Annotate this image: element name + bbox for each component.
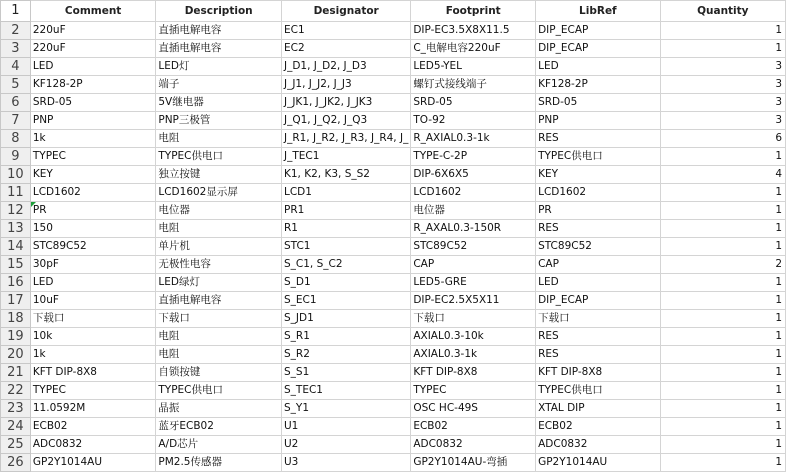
cell-footprint[interactable]: OSC HC-49S	[411, 400, 536, 418]
cell-comment[interactable]: 11.0592M	[30, 400, 156, 418]
table-row	[1, 166, 786, 184]
cell-libref[interactable]: DIP_ECAP	[536, 22, 661, 40]
cell-libref[interactable]: XTAL DIP	[536, 400, 661, 418]
cell-footprint[interactable]: TYPEC	[411, 382, 536, 400]
cell-libref[interactable]: LED	[536, 58, 661, 76]
cell-quantity[interactable]: 1	[660, 148, 785, 166]
cell-libref[interactable]: RES	[536, 130, 661, 148]
row-number[interactable]: 24	[1, 418, 31, 436]
row-number[interactable]: 13	[1, 220, 31, 238]
cell-comment[interactable]: LED	[30, 58, 156, 76]
cell-description[interactable]: 5V继电器	[156, 94, 282, 112]
cell-quantity[interactable]: 2	[660, 256, 785, 274]
cell-quantity[interactable]: 1	[660, 22, 785, 40]
cell-designator[interactable]: J_JK1, J_JK2, J_JK3	[281, 94, 410, 112]
cell-comment[interactable]: TYPEC	[30, 148, 156, 166]
row-number[interactable]: 7	[1, 112, 31, 130]
cell-designator[interactable]: PR1	[281, 202, 410, 220]
row-number[interactable]: 3	[1, 40, 31, 58]
cell-comment[interactable]: LED	[30, 274, 156, 292]
cell-designator[interactable]: S_EC1	[281, 292, 410, 310]
cell-libref[interactable]: LCD1602	[536, 184, 661, 202]
header-row	[1, 1, 786, 22]
cell-description[interactable]: LED绿灯	[156, 274, 282, 292]
row-number[interactable]: 18	[1, 310, 31, 328]
cell-comment[interactable]: PR	[30, 202, 156, 220]
cell-designator[interactable]: U3	[281, 454, 410, 472]
cell-quantity[interactable]: 1	[660, 220, 785, 238]
cell-libref[interactable]: RES	[536, 328, 661, 346]
cell-description[interactable]: 直插电解电容	[156, 292, 282, 310]
cell-description[interactable]: 自锁按键	[156, 364, 282, 382]
row-number[interactable]: 16	[1, 274, 31, 292]
cell-footprint[interactable]: LED5-YEL	[411, 58, 536, 76]
cell-comment[interactable]: 150	[30, 220, 156, 238]
cell-designator[interactable]: S_R2	[281, 346, 410, 364]
cell-description[interactable]: 电阻	[156, 130, 282, 148]
table-row	[1, 58, 786, 76]
row-number[interactable]: 2	[1, 22, 31, 40]
cell-quantity[interactable]: 1	[660, 184, 785, 202]
table-row	[1, 40, 786, 58]
cell-libref[interactable]: RES	[536, 220, 661, 238]
cell-description[interactable]: 电阻	[156, 346, 282, 364]
table-row	[1, 112, 786, 130]
cell-quantity[interactable]: 1	[660, 40, 785, 58]
cell-description[interactable]: LCD1602显示屏	[156, 184, 282, 202]
cell-description[interactable]: 电阻	[156, 220, 282, 238]
cell-libref[interactable]: ADC0832	[536, 436, 661, 454]
row-number[interactable]: 11	[1, 184, 31, 202]
row-number[interactable]: 20	[1, 346, 31, 364]
table-row	[1, 418, 786, 436]
cell-quantity[interactable]: 1	[660, 346, 785, 364]
cell-comment[interactable]: KFT DIP-8X8	[30, 364, 156, 382]
cell-comment[interactable]: 10k	[30, 328, 156, 346]
table-row	[1, 364, 786, 382]
cell-comment[interactable]: KEY	[30, 166, 156, 184]
header-comment[interactable]: Comment	[30, 1, 156, 22]
cell-footprint[interactable]: R_AXAL0.3-150R	[411, 220, 536, 238]
cell-quantity[interactable]: 4	[660, 166, 785, 184]
row-number[interactable]: 5	[1, 76, 31, 94]
cell-libref[interactable]: RES	[536, 346, 661, 364]
table-row	[1, 256, 786, 274]
cell-footprint[interactable]: AXIAL0.3-10k	[411, 328, 536, 346]
cell-description[interactable]: A/D芯片	[156, 436, 282, 454]
cell-libref[interactable]: DIP_ECAP	[536, 292, 661, 310]
cell-designator[interactable]: J_Q1, J_Q2, J_Q3	[281, 112, 410, 130]
cell-designator[interactable]: J_J1, J_J2, J_J3	[281, 76, 410, 94]
row-number[interactable]: 4	[1, 58, 31, 76]
cell-quantity[interactable]: 6	[660, 130, 785, 148]
cell-designator[interactable]: K1, K2, K3, S_S2	[281, 166, 410, 184]
cell-comment[interactable]: 1k	[30, 346, 156, 364]
row-number[interactable]: 12	[1, 202, 31, 220]
cell-quantity[interactable]: 1	[660, 364, 785, 382]
cell-footprint[interactable]: C_电解电容220uF	[411, 40, 536, 58]
cell-description[interactable]: 电阻	[156, 328, 282, 346]
cell-description[interactable]: 电位器	[156, 202, 282, 220]
cell-footprint[interactable]: CAP	[411, 256, 536, 274]
cell-description[interactable]: 无极性电容	[156, 256, 282, 274]
cell-libref[interactable]: SRD-05	[536, 94, 661, 112]
cell-description[interactable]: TYPEC供电口	[156, 148, 282, 166]
cell-footprint[interactable]: 螺钉式接线端子	[411, 76, 536, 94]
table-row	[1, 454, 786, 472]
cell-designator[interactable]: U2	[281, 436, 410, 454]
cell-designator[interactable]: J_TEC1	[281, 148, 410, 166]
row-number[interactable]: 22	[1, 382, 31, 400]
row-number[interactable]: 6	[1, 94, 31, 112]
cell-libref[interactable]: KEY	[536, 166, 661, 184]
cell-designator[interactable]: S_JD1	[281, 310, 410, 328]
cell-designator[interactable]: J_R1, J_R2, J_R3, J_R4, J_	[281, 130, 410, 148]
table-row	[1, 346, 786, 364]
row-number[interactable]: 8	[1, 130, 31, 148]
table-row	[1, 436, 786, 454]
cell-footprint[interactable]: STC89C52	[411, 238, 536, 256]
cell-footprint[interactable]: GP2Y1014AU-弯插	[411, 454, 536, 472]
row-number[interactable]: 1	[1, 1, 31, 22]
cell-quantity[interactable]: 3	[660, 58, 785, 76]
row-number[interactable]: 14	[1, 238, 31, 256]
cell-comment[interactable]: GP2Y1014AU	[30, 454, 156, 472]
table-row	[1, 310, 786, 328]
table-row	[1, 184, 786, 202]
cell-designator[interactable]: R1	[281, 220, 410, 238]
cell-footprint[interactable]: R_AXIAL0.3-1k	[411, 130, 536, 148]
cell-designator[interactable]: EC1	[281, 22, 410, 40]
row-number[interactable]: 15	[1, 256, 31, 274]
cell-quantity[interactable]: 1	[660, 202, 785, 220]
table-row	[1, 400, 786, 418]
cell-description[interactable]: 晶振	[156, 400, 282, 418]
cell-footprint[interactable]: SRD-05	[411, 94, 536, 112]
cell-comment[interactable]: SRD-05	[30, 94, 156, 112]
cell-libref[interactable]: PNP	[536, 112, 661, 130]
cell-designator[interactable]: S_D1	[281, 274, 410, 292]
row-number[interactable]: 26	[1, 454, 31, 472]
cell-quantity[interactable]: 1	[660, 274, 785, 292]
cell-designator[interactable]: S_C1, S_C2	[281, 256, 410, 274]
cell-description[interactable]: 单片机	[156, 238, 282, 256]
row-number[interactable]: 17	[1, 292, 31, 310]
cell-comment[interactable]: 1k	[30, 130, 156, 148]
cell-description[interactable]: PNP三极管	[156, 112, 282, 130]
table-row	[1, 148, 786, 166]
table-row	[1, 94, 786, 112]
cell-libref[interactable]: GP2Y1014AU	[536, 454, 661, 472]
cell-comment[interactable]: KF128-2P	[30, 76, 156, 94]
cell-comment[interactable]: 220uF	[30, 40, 156, 58]
cell-designator[interactable]: J_D1, J_D2, J_D3	[281, 58, 410, 76]
cell-footprint[interactable]: DIP-EC3.5X8X11.5	[411, 22, 536, 40]
cell-quantity[interactable]: 1	[660, 454, 785, 472]
cell-libref[interactable]: CAP	[536, 256, 661, 274]
cell-designator[interactable]: S_Y1	[281, 400, 410, 418]
row-number[interactable]: 9	[1, 148, 31, 166]
cell-quantity[interactable]: 3	[660, 112, 785, 130]
cell-quantity[interactable]: 1	[660, 310, 785, 328]
cell-description[interactable]: PM2.5传感器	[156, 454, 282, 472]
cell-libref[interactable]: LED	[536, 274, 661, 292]
cell-comment[interactable]: LCD1602	[30, 184, 156, 202]
cell-comment[interactable]: ADC0832	[30, 436, 156, 454]
row-number[interactable]: 10	[1, 166, 31, 184]
row-number[interactable]: 21	[1, 364, 31, 382]
cell-quantity[interactable]: 1	[660, 436, 785, 454]
cell-description[interactable]: 端子	[156, 76, 282, 94]
table-body	[1, 1, 786, 472]
cell-footprint[interactable]: KFT DIP-8X8	[411, 364, 536, 382]
table-row	[1, 274, 786, 292]
cell-footprint[interactable]: DIP-EC2.5X5X11	[411, 292, 536, 310]
cell-footprint[interactable]: LCD1602	[411, 184, 536, 202]
row-number[interactable]: 23	[1, 400, 31, 418]
cell-libref[interactable]: PR	[536, 202, 661, 220]
table-row	[1, 382, 786, 400]
cell-libref[interactable]: KF128-2P	[536, 76, 661, 94]
cell-libref[interactable]: DIP_ECAP	[536, 40, 661, 58]
table-row	[1, 22, 786, 40]
cell-description[interactable]: TYPEC供电口	[156, 382, 282, 400]
cell-footprint[interactable]: AXIAL0.3-1k	[411, 346, 536, 364]
cell-description[interactable]: 直插电解电容	[156, 22, 282, 40]
table-row	[1, 130, 786, 148]
cell-footprint[interactable]: TYPE-C-2P	[411, 148, 536, 166]
cell-libref[interactable]: 下载口	[536, 310, 661, 328]
header-description[interactable]: Description	[156, 1, 282, 22]
cell-libref[interactable]: ECB02	[536, 418, 661, 436]
cell-quantity[interactable]: 1	[660, 328, 785, 346]
cell-designator[interactable]: S_R1	[281, 328, 410, 346]
cell-description[interactable]: 蓝牙ECB02	[156, 418, 282, 436]
cell-comment[interactable]: 10uF	[30, 292, 156, 310]
cell-footprint[interactable]: 下载口	[411, 310, 536, 328]
header-libref[interactable]: LibRef	[536, 1, 661, 22]
cell-designator[interactable]: S_S1	[281, 364, 410, 382]
cell-description[interactable]: 直插电解电容	[156, 40, 282, 58]
header-designator[interactable]: Designator	[281, 1, 410, 22]
table-row	[1, 202, 786, 220]
cell-quantity[interactable]: 1	[660, 418, 785, 436]
table-row	[1, 328, 786, 346]
cell-description[interactable]: LED灯	[156, 58, 282, 76]
cell-footprint[interactable]: DIP-6X6X5	[411, 166, 536, 184]
cell-designator[interactable]: S_TEC1	[281, 382, 410, 400]
cell-libref[interactable]: KFT DIP-8X8	[536, 364, 661, 382]
cell-libref[interactable]: TYPEC供电口	[536, 148, 661, 166]
cell-quantity[interactable]: 1	[660, 400, 785, 418]
table-row	[1, 292, 786, 310]
cell-comment[interactable]: 30pF	[30, 256, 156, 274]
table-row	[1, 220, 786, 238]
cell-comment[interactable]: STC89C52	[30, 238, 156, 256]
cell-quantity[interactable]: 1	[660, 238, 785, 256]
cell-comment[interactable]: 220uF	[30, 22, 156, 40]
header-footprint[interactable]: Footprint	[411, 1, 536, 22]
cell-designator[interactable]: STC1	[281, 238, 410, 256]
cell-comment[interactable]: TYPEC	[30, 382, 156, 400]
cell-quantity[interactable]: 1	[660, 292, 785, 310]
cell-footprint[interactable]: ADC0832	[411, 436, 536, 454]
cell-footprint[interactable]: TO-92	[411, 112, 536, 130]
cell-libref[interactable]: TYPEC供电口	[536, 382, 661, 400]
cell-quantity[interactable]: 3	[660, 76, 785, 94]
cell-designator[interactable]: LCD1	[281, 184, 410, 202]
row-number[interactable]: 19	[1, 328, 31, 346]
table-row	[1, 76, 786, 94]
cell-comment[interactable]: 下载口	[30, 310, 156, 328]
cell-comment[interactable]: PNP	[30, 112, 156, 130]
cell-description[interactable]: 下载口	[156, 310, 282, 328]
cell-libref[interactable]: STC89C52	[536, 238, 661, 256]
row-number[interactable]: 25	[1, 436, 31, 454]
cell-comment[interactable]: ECB02	[30, 418, 156, 436]
cell-footprint[interactable]: 电位器	[411, 202, 536, 220]
cell-quantity[interactable]: 3	[660, 94, 785, 112]
cell-footprint[interactable]: LED5-GRE	[411, 274, 536, 292]
cell-quantity[interactable]: 1	[660, 382, 785, 400]
cell-designator[interactable]: U1	[281, 418, 410, 436]
cell-designator[interactable]: EC2	[281, 40, 410, 58]
header-quantity[interactable]: Quantity	[660, 1, 785, 22]
cell-description[interactable]: 独立按键	[156, 166, 282, 184]
table-row	[1, 238, 786, 256]
cell-footprint[interactable]: ECB02	[411, 418, 536, 436]
